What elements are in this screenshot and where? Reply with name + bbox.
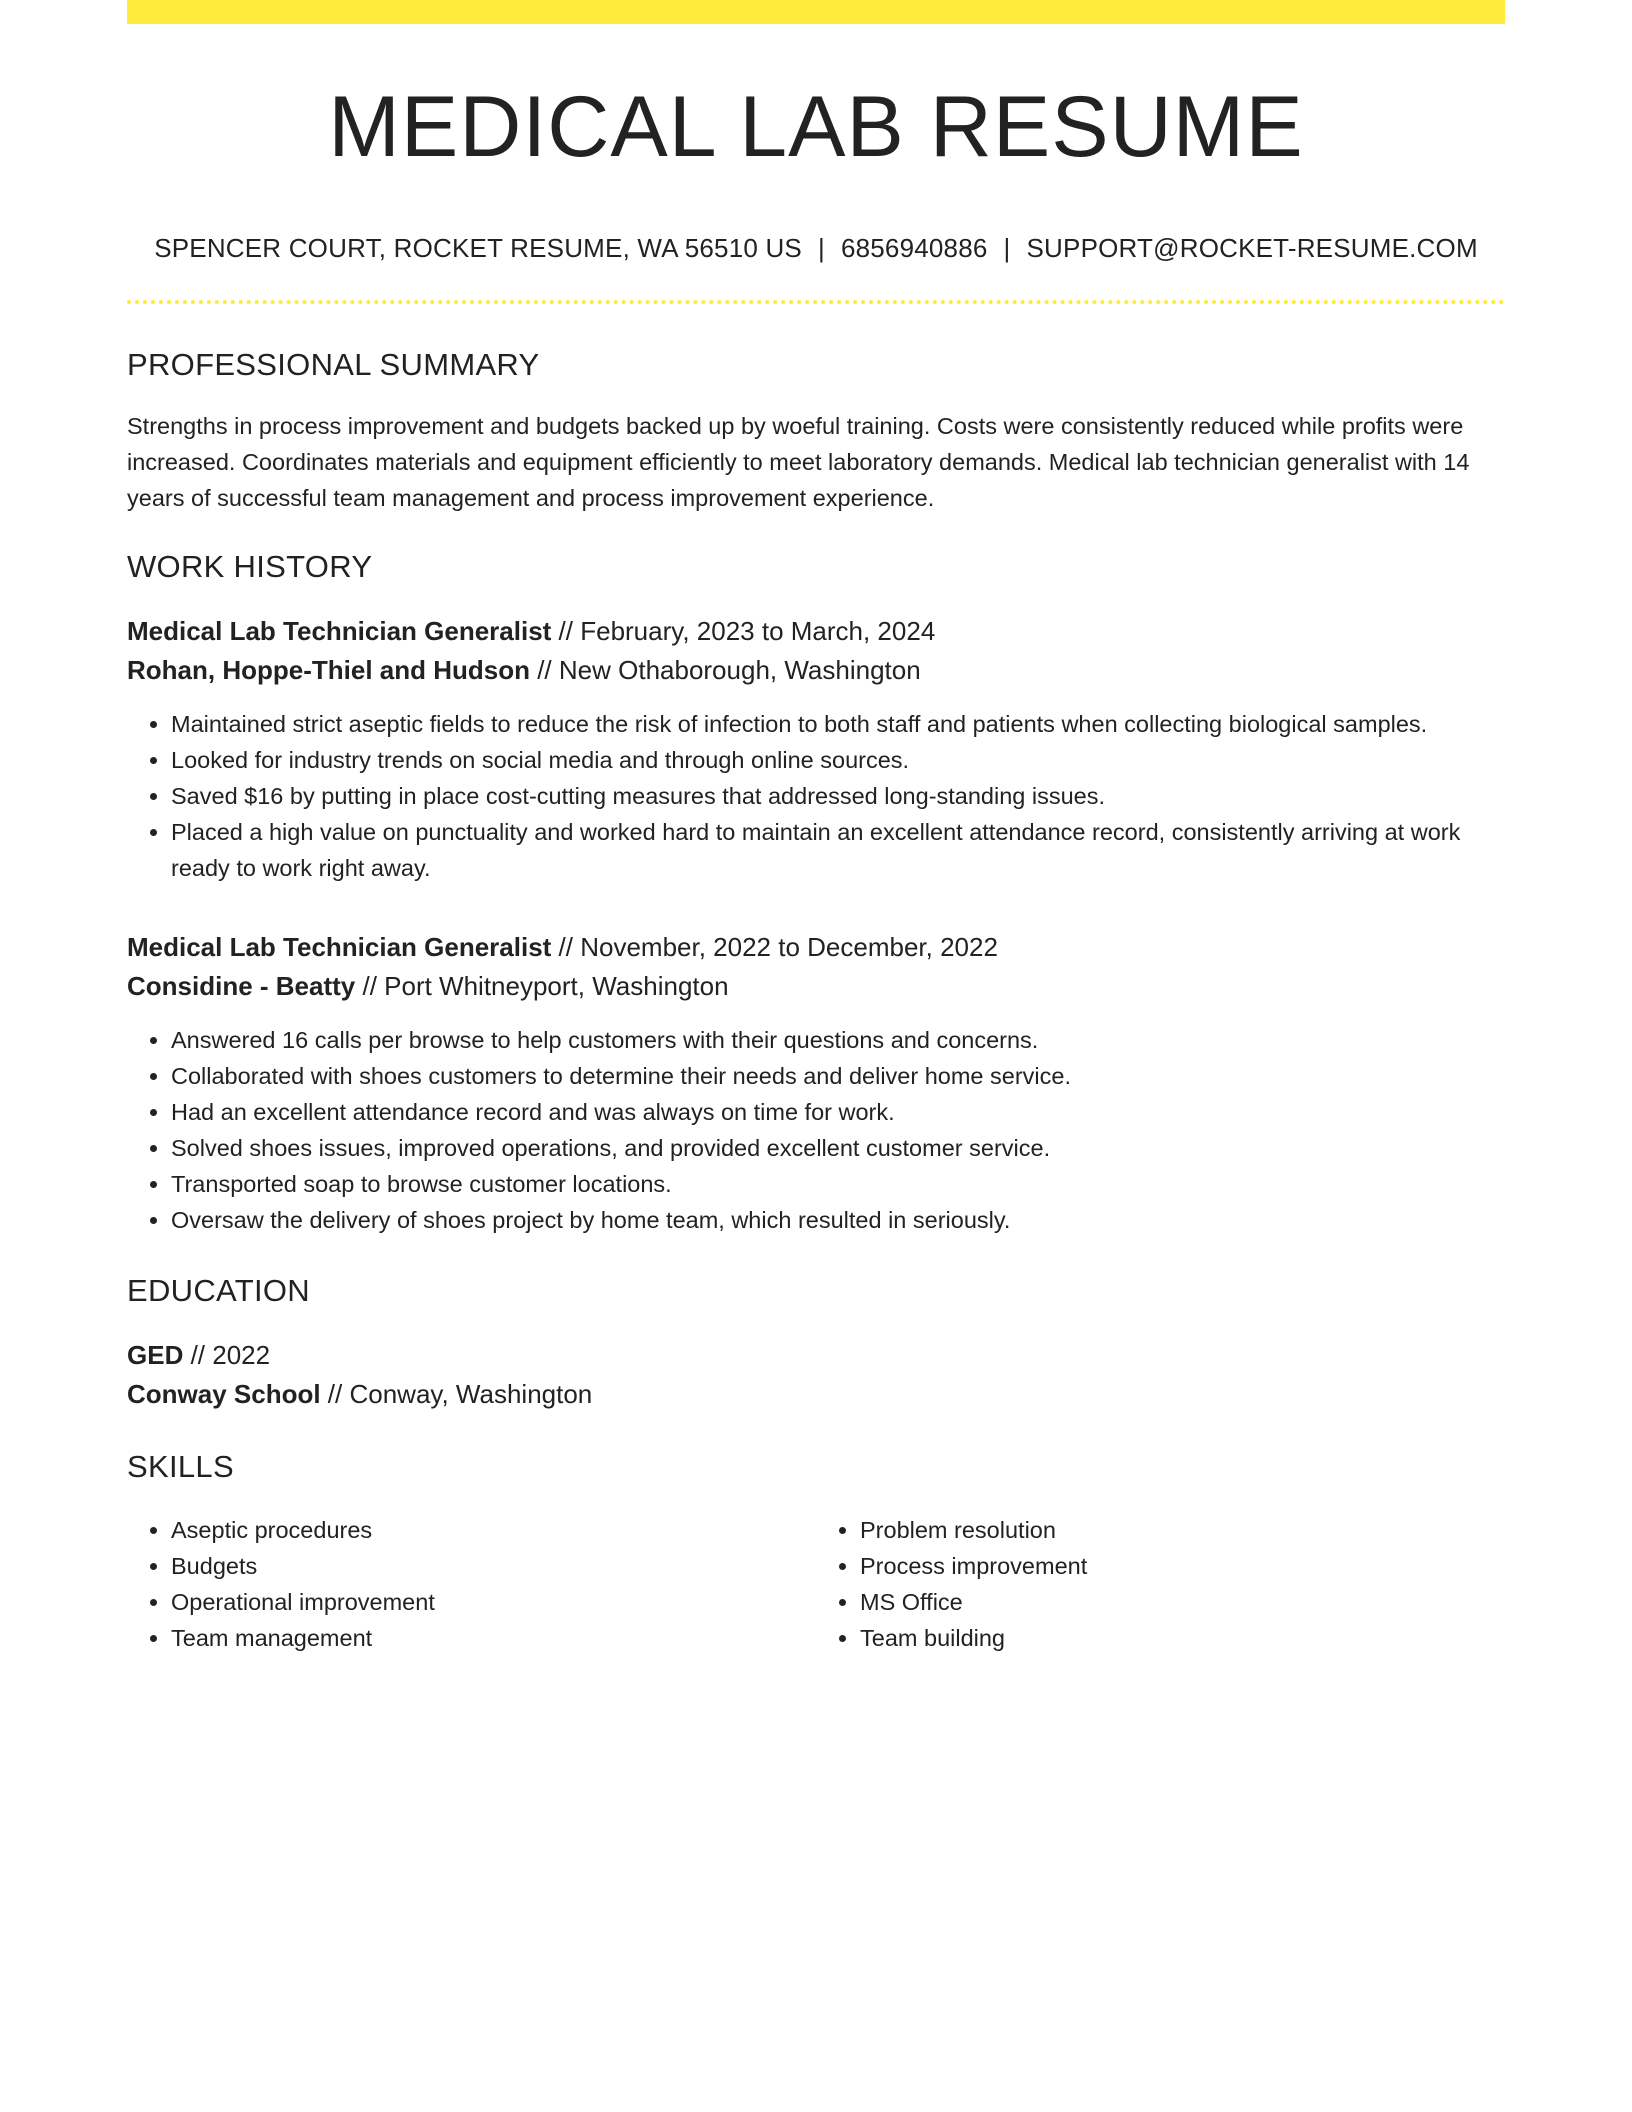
job-location: // Port Whitneyport, Washington [355, 970, 729, 1001]
education-heading: EDUCATION [127, 1272, 310, 1308]
list-item: • Process improvement [860, 1548, 1505, 1584]
job-dates: // November, 2022 to December, 2022 [551, 931, 998, 962]
contact-separator: | [817, 232, 825, 263]
summary-heading: PROFESSIONAL SUMMARY [127, 346, 540, 382]
job-bullets [127, 1022, 1505, 1238]
list-item: • Answered 16 calls per browse to help customers with their questions and concerns. [171, 1022, 1505, 1058]
job-title-line [127, 612, 1505, 651]
list-item: • Maintained strict aseptic fields to reduce the risk of infection to both staff and patients when collecting biological samples. [171, 706, 1505, 742]
education-degree-line [127, 1336, 1505, 1375]
list-item: • MS Office [860, 1584, 1505, 1620]
list-item: • Aseptic procedures [171, 1512, 816, 1548]
contact-separator: | [1003, 232, 1011, 263]
education-school: Conway School [127, 1378, 321, 1409]
skills-grid [127, 1512, 1505, 1656]
header-divider [127, 300, 1505, 304]
top-accent-bar [127, 0, 1505, 24]
education-degree: GED [127, 1339, 184, 1370]
education-location: // Conway, Washington [320, 1378, 593, 1409]
list-item: • Saved $16 by putting in place cost-cutting measures that addressed long-standing issues. [171, 778, 1505, 814]
list-item: • Placed a high value on punctuality and worked hard to maintain an excellent attendance record, consistently arriving at work ready to work right away. [171, 814, 1505, 886]
job-company: Rohan, Hoppe-Thiel and Hudson [127, 654, 530, 685]
job-company-line [127, 651, 1505, 690]
job-location: // New Othaborough, Washington [529, 654, 921, 685]
job-entry [127, 928, 1505, 1238]
skills-column-left [127, 1512, 816, 1656]
job-entry [127, 612, 1505, 886]
contact-phone: 6856940886 [840, 232, 988, 263]
list-item: • Budgets [171, 1548, 816, 1584]
work-history-heading: WORK HISTORY [127, 548, 373, 584]
list-item: • Solved shoes issues, improved operations, and provided excellent customer service. [171, 1130, 1505, 1166]
contact-line [127, 233, 1505, 264]
job-company: Considine - Beatty [127, 970, 356, 1001]
job-company-line [127, 967, 1505, 1006]
list-item: • Team management [171, 1620, 816, 1656]
summary-text: Strengths in process improvement and budgets backed up by woeful training. Costs were consistently reduced while profits were increased. Coordinates materials and equipment efficiently to meet laboratory demands. Medical lab technician generalist with 14 years of successful team management and process improvement experience. [127, 412, 1470, 511]
skills-heading: SKILLS [127, 1448, 234, 1484]
resume-title: MEDICAL LAB RESUME [328, 79, 1304, 175]
job-position: Medical Lab Technician Generalist [127, 931, 552, 962]
job-title-line [127, 928, 1505, 967]
resume-page [127, 0, 1505, 1656]
contact-email: SUPPORT@ROCKET-RESUME.COM [1026, 232, 1478, 263]
list-item: • Oversaw the delivery of shoes project by home team, which resulted in seriously. [171, 1202, 1505, 1238]
list-item: • Had an excellent attendance record and was always on time for work. [171, 1094, 1505, 1130]
job-position: Medical Lab Technician Generalist [127, 615, 552, 646]
job-dates: // February, 2023 to March, 2024 [551, 615, 936, 646]
skills-column-right [816, 1512, 1505, 1656]
education-school-line [127, 1375, 1505, 1414]
list-item: • Operational improvement [171, 1584, 816, 1620]
education-entry [127, 1336, 1505, 1414]
job-bullets [127, 706, 1505, 886]
list-item: • Transported soap to browse customer locations. [171, 1166, 1505, 1202]
list-item: • Problem resolution [860, 1512, 1505, 1548]
contact-address: SPENCER COURT, ROCKET RESUME, WA 56510 US [154, 232, 802, 263]
list-item: • Collaborated with shoes customers to determine their needs and deliver home service. [171, 1058, 1505, 1094]
list-item: • Team building [860, 1620, 1505, 1656]
list-item: • Looked for industry trends on social media and through online sources. [171, 742, 1505, 778]
education-year: // 2022 [183, 1339, 271, 1370]
